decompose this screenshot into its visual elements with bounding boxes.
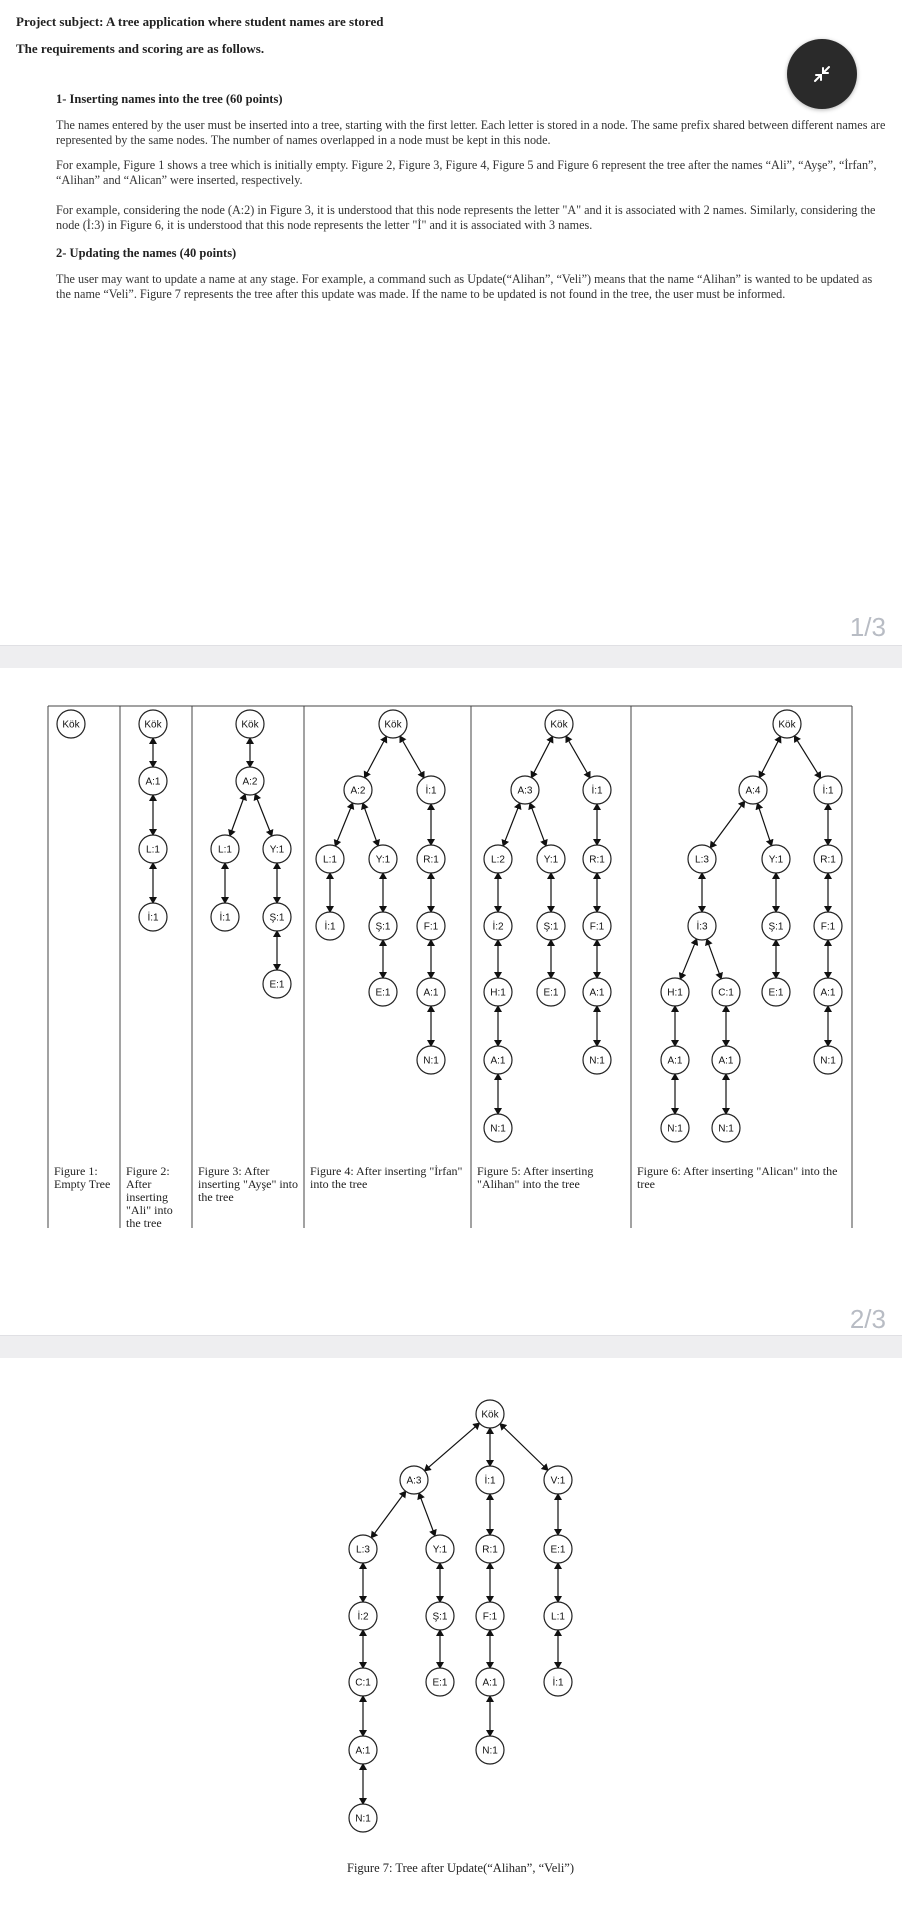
figure-7-diagram: [0, 1358, 902, 1878]
fig3-node-label: E:1: [269, 979, 285, 991]
fig7-node-label: İ:2: [357, 1611, 369, 1623]
fig5-edge: [531, 736, 552, 777]
requirements-heading: The requirements and scoring are as follows.: [16, 41, 265, 56]
fig7-edge: [419, 1493, 435, 1536]
fig4-node-label: A:1: [423, 987, 439, 999]
figures-1-6-diagram: [0, 668, 902, 1228]
fig6-node-label: A:1: [820, 987, 836, 999]
fig4-node-label: N:1: [423, 1055, 439, 1067]
fig4-edge: [400, 736, 424, 778]
fig6-node-label: A:1: [667, 1055, 683, 1067]
fig6-root-label: Kök: [778, 719, 796, 731]
fig7-node-label: F:1: [482, 1611, 498, 1623]
fig3-edge: [230, 794, 245, 836]
fig7-node-label: E:1: [550, 1544, 566, 1556]
fig3-node-label: Ş:1: [269, 912, 285, 924]
section-1-paragraph-3: For example, considering the node (A:2) in Figure 3, it is understood that this node represents the letter "A" and it is associated with 2 names. Similarly, considering the node (İ:3) in Figure 6, it is understood that this node represents the letter "İ" and it is associated with 3 names.: [56, 203, 876, 232]
fig6-node-label: N:1: [667, 1123, 683, 1135]
fig4-node-label: F:1: [423, 921, 439, 933]
collapse-button[interactable]: [787, 39, 857, 109]
fig1-root-label: Kök: [62, 719, 80, 731]
fig5-node-label: E:1: [543, 987, 559, 999]
fig7-node-label: C:1: [355, 1677, 371, 1689]
fig7-node-label: R:1: [482, 1544, 498, 1556]
fig6-edge: [794, 736, 820, 778]
fig4-node-label: Y:1: [375, 854, 391, 866]
fig6-node-label: N:1: [820, 1055, 836, 1067]
fig7-node-label: İ:1: [552, 1677, 564, 1689]
fig6-edge: [759, 736, 780, 777]
fig4-edge: [365, 736, 387, 777]
fig4-node-label: E:1: [375, 987, 391, 999]
section-1-title: 1- Inserting names into the tree (60 points): [56, 92, 283, 106]
figure-table-frame: [48, 706, 852, 1228]
fig7-node-label: Ş:1: [432, 1611, 448, 1623]
fig2-node-label: İ:1: [147, 912, 159, 924]
fig4-node-label: İ:1: [324, 921, 336, 933]
page-2: [0, 668, 902, 1332]
caption-figure-3: Figure 3: After inserting "Ayşe" into the tree: [198, 1164, 299, 1204]
fig6-edge: [757, 803, 771, 845]
caption-figure-1: Figure 1: Empty Tree: [54, 1164, 111, 1191]
section-2-paragraph-1: The user may want to update a name at any stage. For example, a command such as Update(“Alihan”, “Veli”) means that the name “Alihan” is wanted to be updated as the name “Veli”. Figure 7 represents the tree after this update was made. If the name to be updated is not found in the tree, the user must be informed.: [56, 272, 873, 301]
fig7-node-label: E:1: [432, 1677, 448, 1689]
fig5-node-label: R:1: [589, 854, 605, 866]
fig6-node-label: E:1: [768, 987, 784, 999]
fig7-node-label: L:3: [356, 1544, 370, 1556]
fig5-edge: [503, 803, 520, 846]
fig3-edge: [255, 794, 272, 836]
fig5-node-label: İ:2: [492, 921, 504, 933]
fig7-node-label: A:1: [355, 1745, 371, 1757]
fig2-root-label: Kök: [144, 719, 162, 731]
fig4-root-label: Kök: [384, 719, 402, 731]
caption-figure-4: Figure 4: After inserting "İrfan" into the tree: [310, 1164, 463, 1191]
fig3-root-label: Kök: [241, 719, 259, 731]
fig7-edge: [371, 1491, 405, 1537]
fig6-node-label: İ:3: [696, 921, 708, 933]
fig5-edge: [530, 803, 546, 846]
fig7-node-label: N:1: [355, 1813, 371, 1825]
fig6-edge: [707, 939, 721, 979]
caption-figure-5: Figure 5: After inserting "Alihan" into the tree: [477, 1164, 594, 1191]
fig5-node-label: H:1: [490, 987, 506, 999]
fig6-node-label: F:1: [820, 921, 836, 933]
fig3-node-label: L:1: [218, 844, 232, 856]
fig4-edge: [335, 803, 352, 846]
section-1-paragraph-1: The names entered by the user must be inserted into a tree, starting with the first letter. Each letter is stored in a node. The same prefix shared between different names are represented by the same nodes. The number of names overlapped in a node must be kept in this node.: [56, 118, 886, 147]
fig5-node-label: L:2: [491, 854, 505, 866]
fig6-node-label: Ş:1: [768, 921, 784, 933]
page-number-1: 1/3: [849, 612, 886, 642]
fig7-node-label: V:1: [550, 1475, 566, 1487]
page-number-2: 2/3: [849, 1304, 886, 1334]
section-1-paragraph-2: For example, Figure 1 shows a tree which is initially empty. Figure 2, Figure 3, Figure 4, Figure 5 and Figure 6 represent the tree after the names “Ali”, “Ayşe”, “İrfan”, “Alihan” and “Alican” were inserted, respectively.: [56, 158, 877, 187]
fig5-edge: [566, 736, 590, 778]
fig6-edge: [680, 939, 696, 979]
fig5-node-label: A:1: [490, 1055, 506, 1067]
fig6-node-label: R:1: [820, 854, 836, 866]
fig6-node-label: N:1: [718, 1123, 734, 1135]
fig6-edge: [710, 801, 744, 847]
fig2-node-label: L:1: [146, 844, 160, 856]
fig4-node-label: L:1: [323, 854, 337, 866]
fig7-node-label: L:1: [551, 1611, 565, 1623]
fig6-node-label: A:4: [745, 785, 761, 797]
fig4-node-label: İ:1: [425, 785, 437, 797]
fig7-node-label: A:3: [406, 1475, 422, 1487]
collapse-arrows-icon: [807, 59, 837, 89]
fig5-node-label: A:3: [517, 785, 533, 797]
page-3: [0, 1358, 902, 1920]
page-1: [0, 0, 902, 640]
fig7-root-label: Kök: [481, 1409, 499, 1421]
fig5-node-label: F:1: [589, 921, 605, 933]
page-separator-2: [0, 1335, 902, 1358]
fig7-node-label: A:1: [482, 1677, 498, 1689]
caption-figure-7: Figure 7: Tree after Update(“Alihan”, “Veli”): [347, 1861, 575, 1875]
fig6-node-label: H:1: [667, 987, 683, 999]
fig6-node-label: İ:1: [822, 785, 834, 797]
fig7-edge: [425, 1423, 480, 1471]
fig5-node-label: Y:1: [543, 854, 559, 866]
fig4-node-label: Ş:1: [375, 921, 391, 933]
fig5-node-label: Ş:1: [543, 921, 559, 933]
fig5-node-label: N:1: [589, 1055, 605, 1067]
project-subject: Project subject: A tree application where student names are stored: [16, 14, 384, 29]
page-separator-1: [0, 645, 902, 668]
caption-figure-6: Figure 6: After inserting "Alican" into the tree: [637, 1164, 838, 1191]
fig3-node-label: Y:1: [269, 844, 285, 856]
fig7-node-label: N:1: [482, 1745, 498, 1757]
fig3-node-label: A:2: [242, 776, 258, 788]
fig6-node-label: A:1: [718, 1055, 734, 1067]
fig4-edge: [363, 803, 378, 846]
fig7-node-label: Y:1: [432, 1544, 448, 1556]
fig4-node-label: A:2: [350, 785, 366, 797]
fig7-node-label: İ:1: [484, 1475, 496, 1487]
fig6-node-label: C:1: [718, 987, 734, 999]
section-2-title: 2- Updating the names (40 points): [56, 246, 237, 260]
fig5-node-label: İ:1: [591, 785, 603, 797]
fig7-edge: [500, 1424, 548, 1470]
fig2-node-label: A:1: [145, 776, 161, 788]
caption-figure-2: Figure 2: After inserting "Ali" into the tree: [126, 1164, 173, 1230]
fig3-node-label: İ:1: [219, 912, 231, 924]
fig5-root-label: Kök: [550, 719, 568, 731]
fig6-node-label: Y:1: [768, 854, 784, 866]
fig4-node-label: R:1: [423, 854, 439, 866]
fig5-node-label: A:1: [589, 987, 605, 999]
fig5-node-label: N:1: [490, 1123, 506, 1135]
fig6-node-label: L:3: [695, 854, 709, 866]
